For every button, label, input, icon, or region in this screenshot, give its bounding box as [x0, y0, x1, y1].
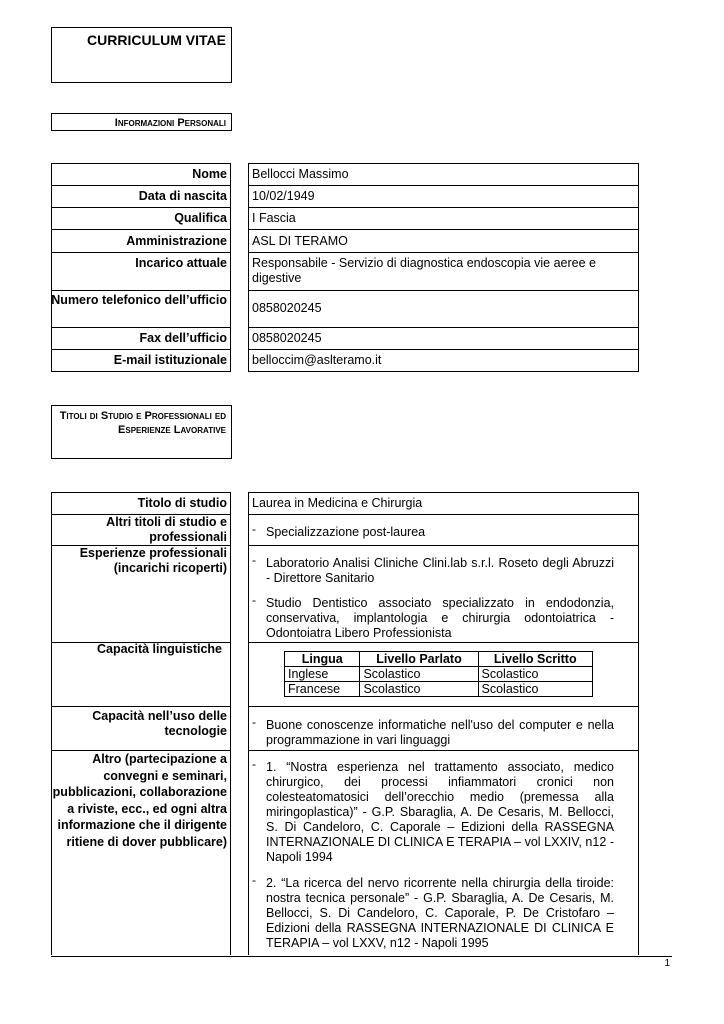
label-data-nascita: Data di nascita [138, 189, 227, 203]
header-lingua: Lingua [285, 652, 360, 667]
cell-parlato: Scolastico [360, 667, 478, 682]
list-item: - Specializzazione post-laurea [252, 525, 632, 540]
cell-lingua: Francese [285, 682, 360, 697]
cell-lingua: Inglese [285, 667, 360, 682]
label-email: E-mail istituzionale [113, 353, 227, 367]
section-studies-header [51, 405, 232, 459]
header-parlato: Livello Parlato [360, 652, 478, 667]
table-row [285, 652, 593, 667]
value-data-nascita: 10/02/1949 [252, 189, 315, 203]
value-titolo-studio: Laurea in Medicina e Chirurgia [252, 496, 423, 510]
altro-item-text: 2. “La ricerca del nervo ricorrente nella chirurgia della tiroide: nostra tecnica personale” - G.P. Sbaraglia, A. De Cesaris, M. Bellocci, S. Di Candeloro, C. Caporale, P. De Cristofaro – Edizioni della RASSEGNA INTERNAZIONALE DI CLINICA E TERAPIA – vol LXXV, n12 - Napoli 1995 [266, 876, 614, 950]
label-telefono: Numero telefonico dell’ufficio [51, 293, 227, 307]
title-box [51, 27, 232, 83]
page-number: 1 [664, 958, 670, 969]
list-item: - Studio Dentistico associato specializzato in endodonzia, conservativa, implantologia e chirurgia odontoiatrica - Odontoiatra Libero Professionista [252, 596, 632, 641]
cell-scritto: Scolastico [478, 682, 592, 697]
document-title: CURRICULUM VITAE [87, 32, 226, 48]
value-incarico: Responsabile - Servizio di diagnostica endoscopia vie aeree e digestive [252, 256, 596, 285]
altri-item-text: Specializzazione post-laurea [266, 525, 426, 539]
footer-divider [51, 956, 672, 957]
label-amministrazione: Amministrazione [126, 234, 227, 248]
list-item: - 1. “Nostra esperienza nel trattamento associato, medico chirurgico, dei processi infiammatori cronici non colesteatomatosici dell’orecchio medio (premessa alla miringoplastica)” - G.P. Sbaraglia, A. De Cesaris, M. Bellocci, S. Di Candeloro, C. Caporale – Edizioni della RASSEGNA INTERNAZIONALE DI CLINICA E TERAPIA – vol LXXIV, n12 - Napoli 1994 [252, 760, 632, 865]
value-fax: 0858020245 [252, 331, 322, 345]
label-tecnologie: Capacità nell’uso delle tecnologie [92, 709, 227, 738]
label-esperienze: Esperienze professionali (incarichi ricoperti) [79, 546, 227, 575]
label-incarico: Incarico attuale [135, 256, 227, 270]
value-telefono: 0858020245 [252, 301, 322, 315]
table-row [285, 667, 593, 682]
label-qualifica: Qualifica [174, 211, 227, 225]
value-nome: Bellocci Massimo [252, 167, 349, 181]
value-email: belloccim@aslteramo.it [252, 353, 382, 367]
section-personal-label: Informazioni Personali [114, 117, 226, 129]
esperienze-item-text: Studio Dentistico associato specializzato in endodonzia, conservativa, implantologia e chirurgia odontoiatrica - Odontoiatra Libero Professionista [266, 596, 614, 640]
label-lingue: Capacità linguistiche [96, 642, 222, 656]
esperienze-item-text: Laboratorio Analisi Cliniche Clini.lab s.r.l. Roseto degli Abruzzi - Direttore Sanitario [266, 556, 614, 585]
tecnologie-item-text: Buone conoscenze informatiche nell'uso del computer e nella programmazione in vari linguaggi [266, 718, 614, 747]
cell-parlato: Scolastico [360, 682, 478, 697]
label-titolo-studio: Titolo di studio [137, 496, 227, 510]
label-altri-titoli: Altri titoli di studio e professionali [106, 515, 227, 544]
list-item: - Laboratorio Analisi Cliniche Clini.lab s.r.l. Roseto degli Abruzzi - Direttore Sanitario [252, 556, 632, 586]
section-personal-header [51, 113, 232, 131]
language-table [284, 651, 593, 697]
value-amministrazione: ASL DI TERAMO [252, 234, 348, 248]
list-item: - Buone conoscenze informatiche nell'uso del computer e nella programmazione in vari linguaggi [252, 718, 632, 748]
header-scritto: Livello Scritto [478, 652, 592, 667]
label-altro: Altro (partecipazione a convegni e seminari, pubblicazioni, collaborazione a riviste, ecc., ed ogni altra informazione che il dirigente ritiene di dover pubblicare) [52, 752, 227, 849]
value-qualifica: I Fascia [252, 211, 296, 225]
altro-item-text: 1. “Nostra esperienza nel trattamento associato, medico chirurgico, dei processi infiammatori cronici non colesteatomatosici dell’orecchio medio (premessa alla miringoplastica)” - G.P. Sbaraglia, A. De Cesaris, M. Bellocci, S. Di Candeloro, C. Caporale – Edizioni della RASSEGNA INTERNAZIONALE DI CLINICA E TERAPIA – vol LXXIV, n12 - Napoli 1994 [266, 760, 614, 864]
section-studies-label: Titoli di Studio e Professionali ed Esperienze Lavorative [59, 410, 226, 436]
list-item: - 2. “La ricerca del nervo ricorrente nella chirurgia della tiroide: nostra tecnica personale” - G.P. Sbaraglia, A. De Cesaris, M. Bellocci, S. Di Candeloro, C. Caporale, P. De Cristofaro – Edizioni della RASSEGNA INTERNAZIONALE DI CLINICA E TERAPIA – vol LXXV, n12 - Napoli 1995 [252, 876, 632, 951]
cell-scritto: Scolastico [478, 667, 592, 682]
table-row [285, 682, 593, 697]
label-fax: Fax dell’ufficio [139, 331, 227, 345]
label-nome: Nome [192, 167, 227, 181]
